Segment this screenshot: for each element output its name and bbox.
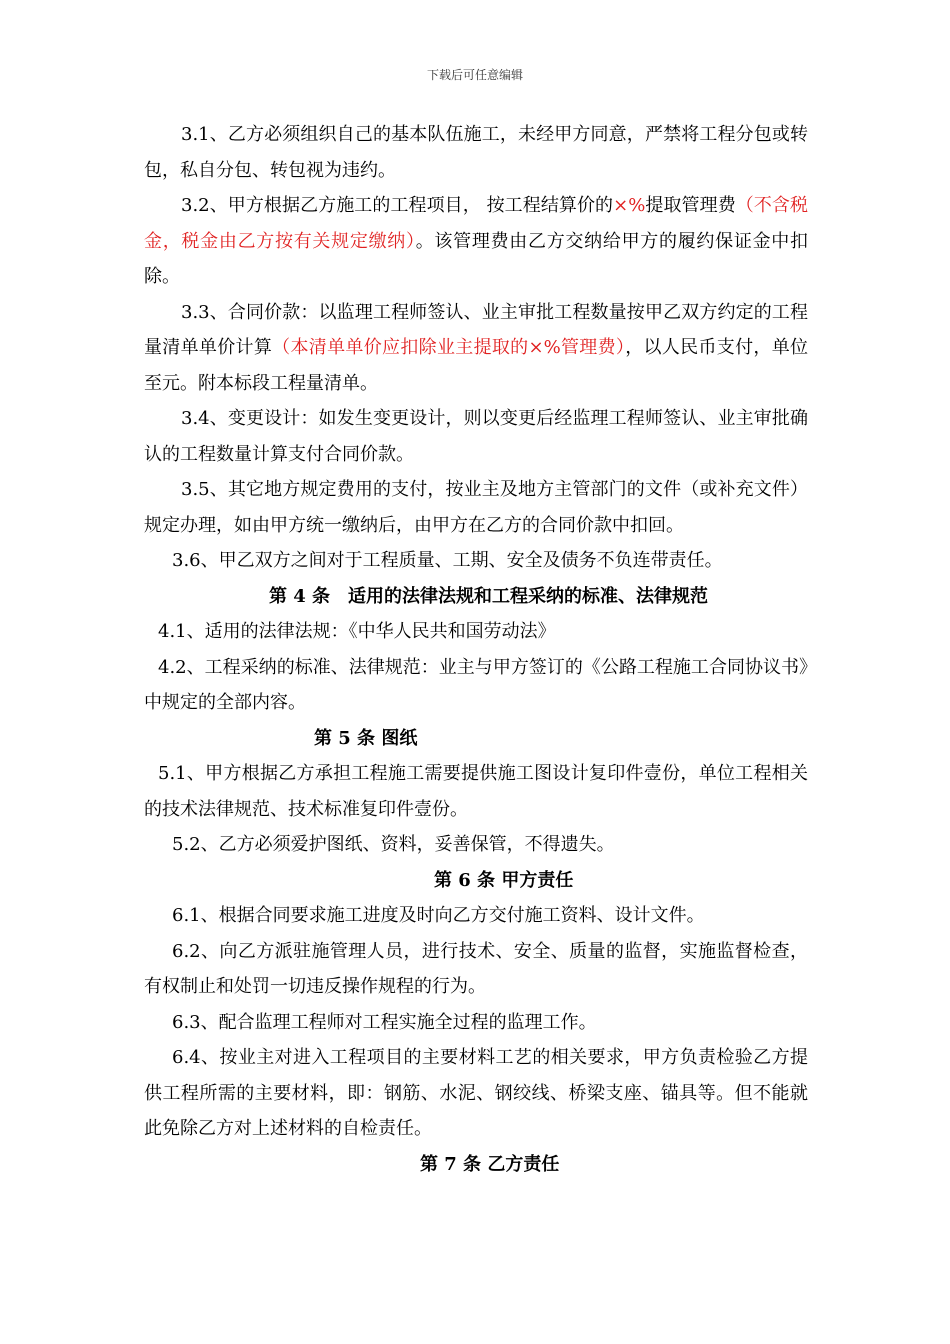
clause-3-2-tax-note: （不含税金，税金由乙方按有关规定缴纳）	[144, 195, 809, 252]
header-note: 下载后可任意编辑	[426, 68, 523, 82]
clause-3-2-rate: ×%	[613, 195, 646, 216]
clause-6-1: 6.1、根据合同要求施工进度及时向乙方交付施工资料、设计文件。	[172, 905, 705, 926]
clause-3-4: 3.4、变更设计：如发生变更设计，则以变更后经监理工程师签认、业主审批确认的工程数量计算支付合同价款。	[144, 408, 808, 465]
clause-3-3-text-b: ，以人民币支付，单位至元。附本标段工程量清单。	[144, 337, 809, 394]
clause-3-6: 3.6、甲乙双方之间对于工程质量、工期、安全及债务不负连带责任。	[172, 550, 723, 571]
article-4-heading: 第 4 条 适用的法律法规和工程采纳的标准、法律规范	[269, 585, 709, 607]
clause-3-3-text-a: 3.3、合同价款：以监理工程师签认、业主审批工程数量按甲乙双方约定的工程量清单单价计算	[144, 301, 808, 358]
article-5-heading: 第 5 条 图纸	[314, 727, 418, 749]
clause-6-4: 6.4、按业主对进入工程项目的主要材料工艺的相关要求，甲方负责检验乙方提供工程所需的主要材料，即：钢筋、水泥、钢绞线、桥梁支座、锚具等。但不能就此免除乙方对上述材料的自检责任。	[144, 1047, 808, 1139]
article-6-heading: 第 6 条 甲方责任	[434, 869, 574, 891]
clause-3-1: 3.1、乙方必须组织自己的基本队伍施工，未经甲方同意，严禁将工程分包或转包，私自分包、转包视为违约。	[144, 124, 808, 181]
clause-3-2	[144, 188, 808, 295]
article-7-heading: 第 7 条 乙方责任	[420, 1153, 560, 1175]
document-body	[144, 117, 808, 1182]
clause-3-3-fee-note: （本清单单价应扣除业主提取的×%管理费）	[272, 337, 626, 358]
clause-3-2-text-a: 3.2、甲方根据乙方施工的工程项目， 按工程结算价的	[181, 195, 614, 216]
clause-3-5: 3.5、其它地方规定费用的支付，按业主及地方主管部门的文件（或补充文件）规定办理，如由甲方统一缴纳后，由甲方在乙方的合同价款中扣回。	[144, 479, 808, 536]
clause-6-2: 6.2、向乙方派驻施管理人员，进行技术、安全、质量的监督，实施监督检查，有权制止和处罚一切违反操作规程的行为。	[144, 940, 808, 997]
clause-3-2-text-b: 提取管理费	[645, 195, 736, 216]
clause-6-3: 6.3、配合监理工程师对工程实施全过程的监理工作。	[172, 1011, 597, 1033]
clause-4-1: 4.1、适用的法律法规：《中华人民共和国劳动法》	[158, 621, 556, 642]
clause-5-1: 5.1、甲方根据乙方承担工程施工需要提供施工图设计复印件壹份，单位工程相关的技术法律规范、技术标准复印件壹份。	[144, 763, 808, 820]
clause-3-2-text-c: 。该管理费由乙方交纳给甲方的履约保证金中扣除。	[144, 230, 809, 287]
clause-3-3	[144, 295, 808, 402]
clause-4-2: 4.2、工程采纳的标准、法律规范：业主与甲方签订的《公路工程施工合同协议书》中规定的全部内容。	[144, 656, 808, 713]
clause-5-2: 5.2、乙方必须爱护图纸、资料，妥善保管，不得遗失。	[172, 834, 615, 855]
